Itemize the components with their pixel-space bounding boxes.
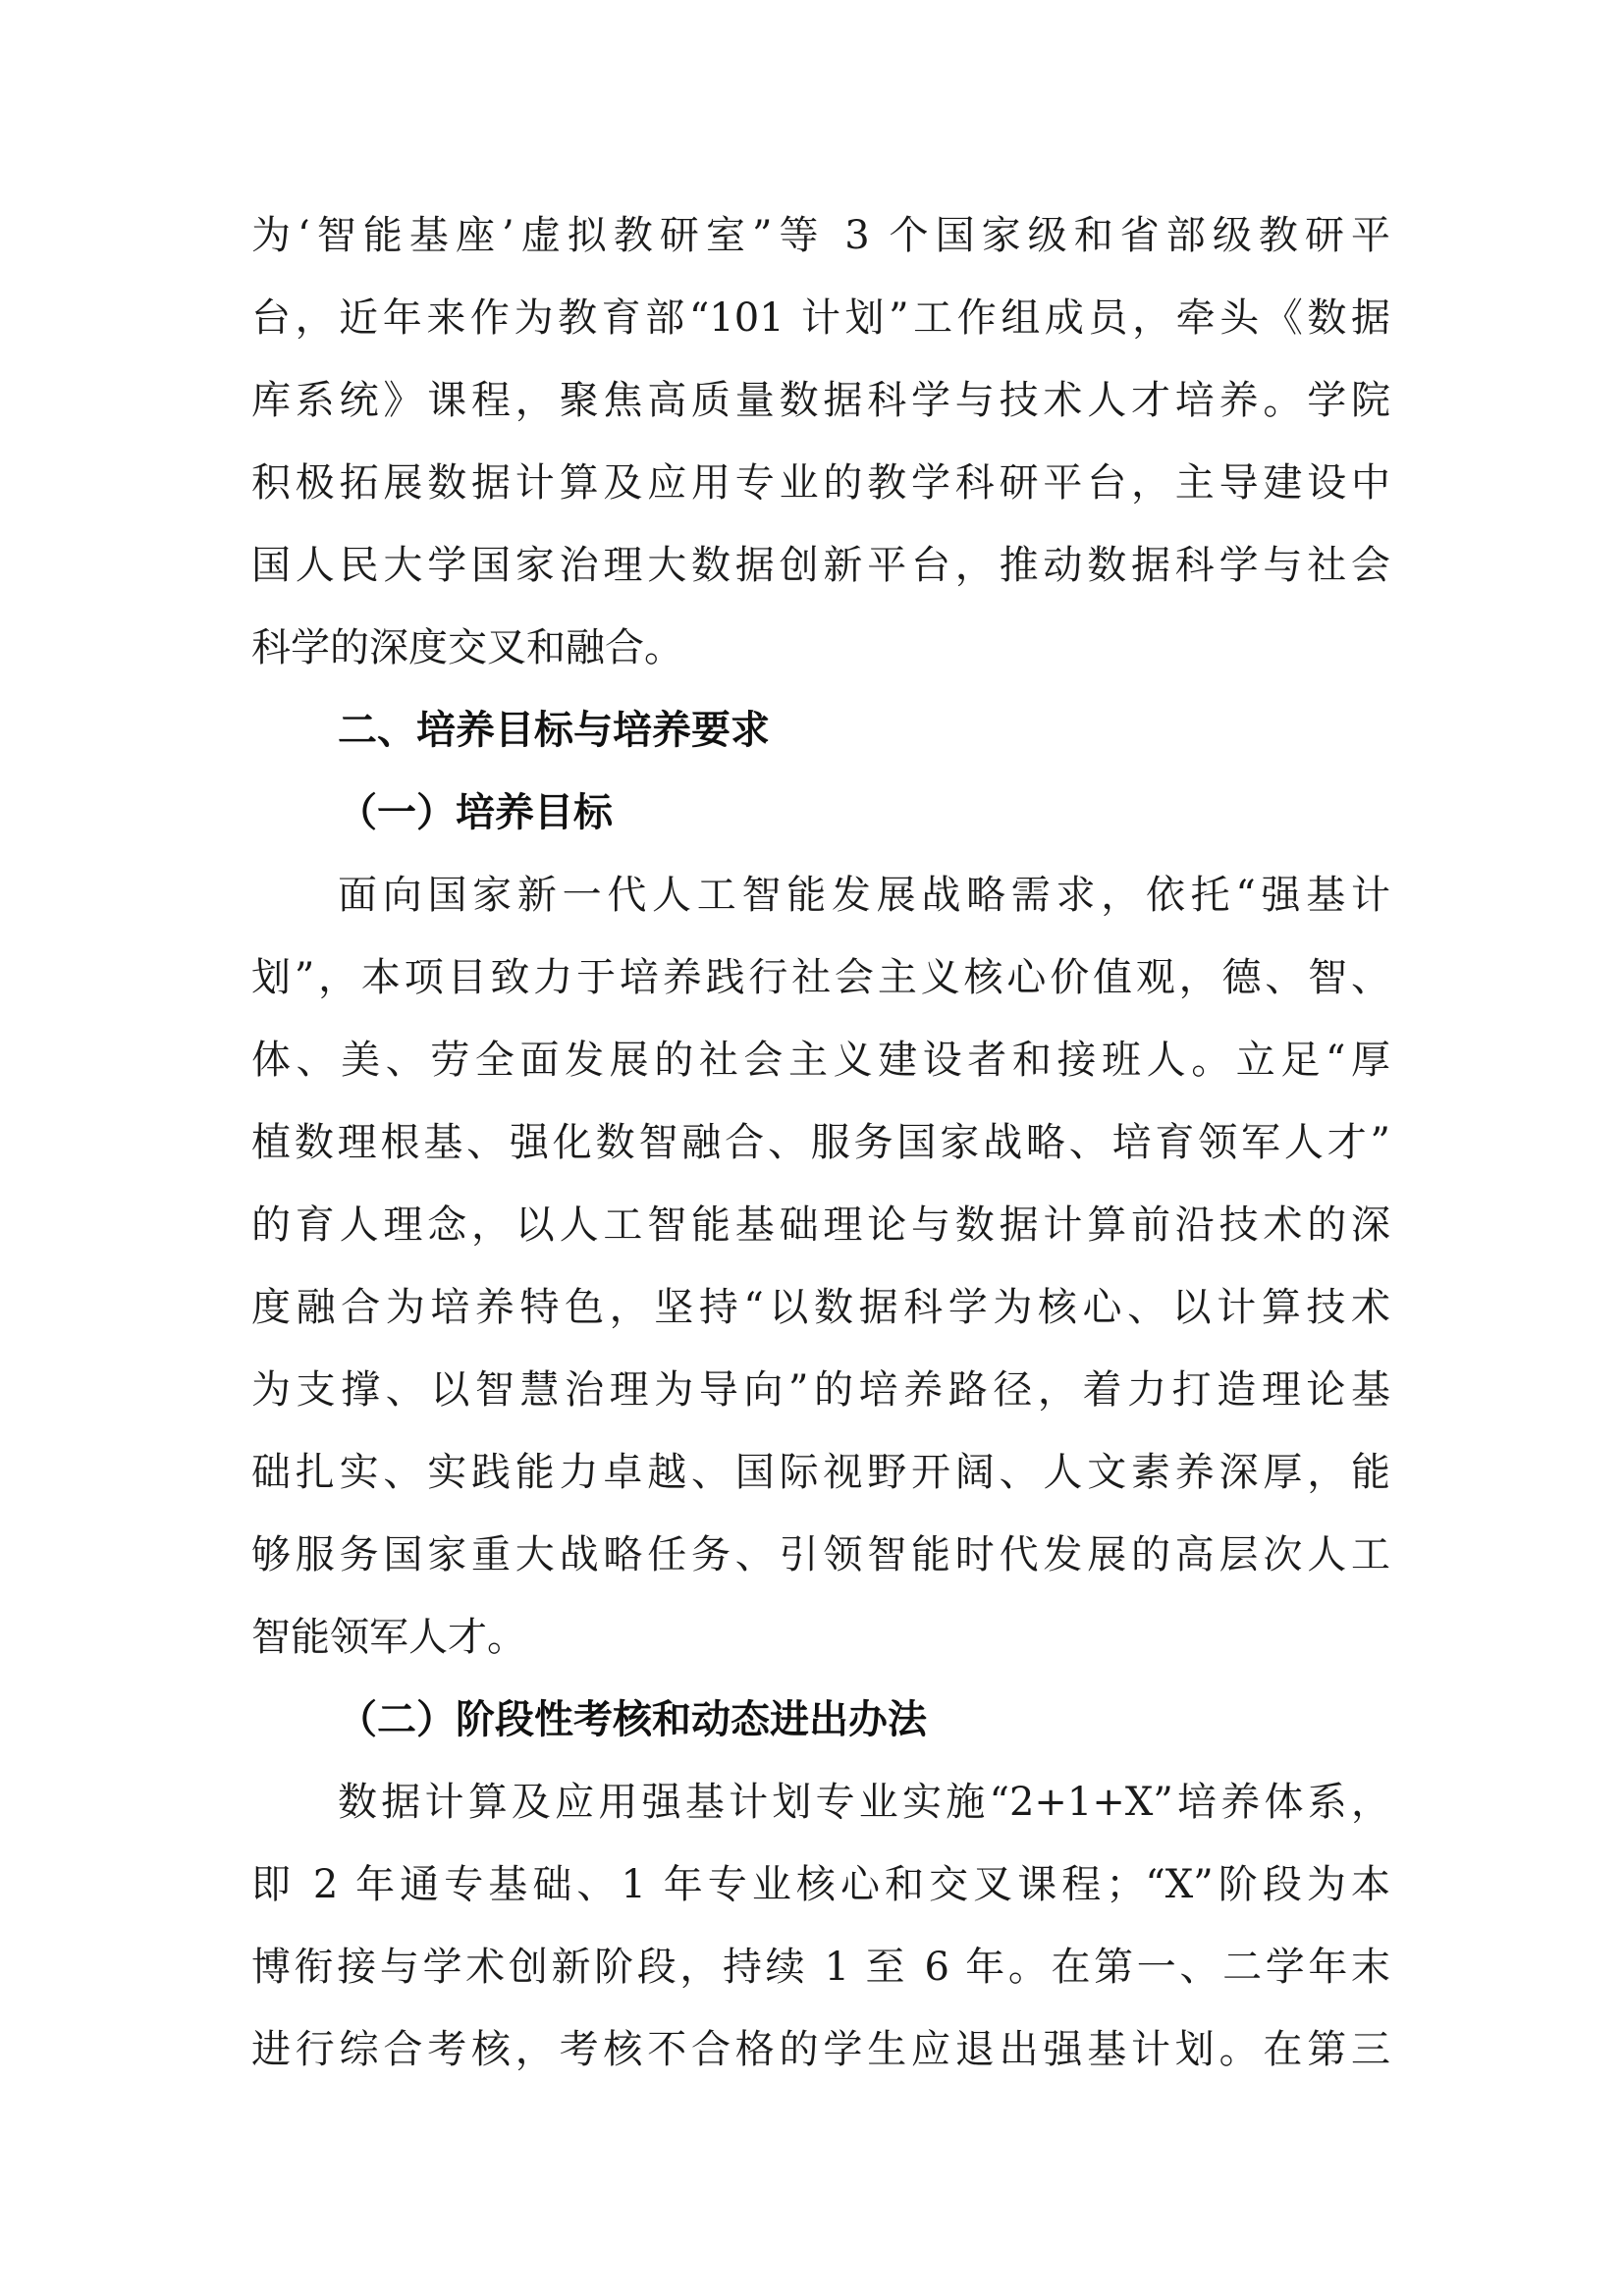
subsection-heading: （一）培养目标: [338, 789, 613, 835]
paragraph-line: 台，近年来作为教育部“101 计划”工作组成员，牵头《数据: [251, 295, 1390, 341]
paragraph-line: 数据计算及应用强基计划专业实施“2+1+X”培养体系，: [338, 1780, 1390, 1825]
paragraph-line: 面向国家新一代人工智能发展战略需求，依托“强基计: [338, 873, 1390, 918]
paragraph-line: 的育人理念，以人工智能基础理论与数据计算前沿技术的深: [251, 1202, 1390, 1248]
paragraph-line: 为‘智能基座’虚拟教研室”等 3 个国家级和省部级教研平: [251, 213, 1390, 258]
paragraph-line: 积极拓展数据计算及应用专业的教学科研平台，主导建设中: [251, 460, 1390, 506]
section-heading: 二、培养目标与培养要求: [338, 708, 770, 753]
paragraph-line: 科学的深度交叉和融合。: [251, 625, 683, 670]
paragraph-line: 体、美、劳全面发展的社会主义建设者和接班人。立足“厚: [251, 1038, 1390, 1083]
subsection-heading: （二）阶段性考核和动态进出办法: [338, 1696, 927, 1742]
paragraph-line: 进行综合考核，考核不合格的学生应退出强基计划。在第三: [251, 2027, 1390, 2072]
paragraph-line: 库系统》课程，聚焦高质量数据科学与技术人才培养。学院: [251, 378, 1390, 423]
paragraph-line: 够服务国家重大战略任务、引领智能时代发展的高层次人工: [251, 1532, 1390, 1577]
paragraph-line: 划”，本项目致力于培养践行社会主义核心价值观，德、智、: [251, 955, 1390, 1000]
paragraph-line: 植数理根基、强化数智融合、服务国家战略、培育领军人才”: [251, 1120, 1390, 1165]
paragraph-line: 博衔接与学术创新阶段，持续 1 至 6 年。在第一、二学年末: [251, 1945, 1390, 1990]
paragraph-line: 为支撑、以智慧治理为导向”的培养路径，着力打造理论基: [251, 1367, 1390, 1413]
paragraph-line: 智能领军人才。: [251, 1615, 526, 1660]
paragraph-line: 度融合为培养特色，坚持“以数据科学为核心、以计算技术: [251, 1285, 1390, 1330]
paragraph-line: 即 2 年通专基础、1 年专业核心和交叉课程；“X”阶段为本: [251, 1862, 1390, 1907]
paragraph-line: 础扎实、实践能力卓越、国际视野开阔、人文素养深厚，能: [251, 1450, 1390, 1495]
paragraph-line: 国人民大学国家治理大数据创新平台，推动数据科学与社会: [251, 543, 1390, 588]
